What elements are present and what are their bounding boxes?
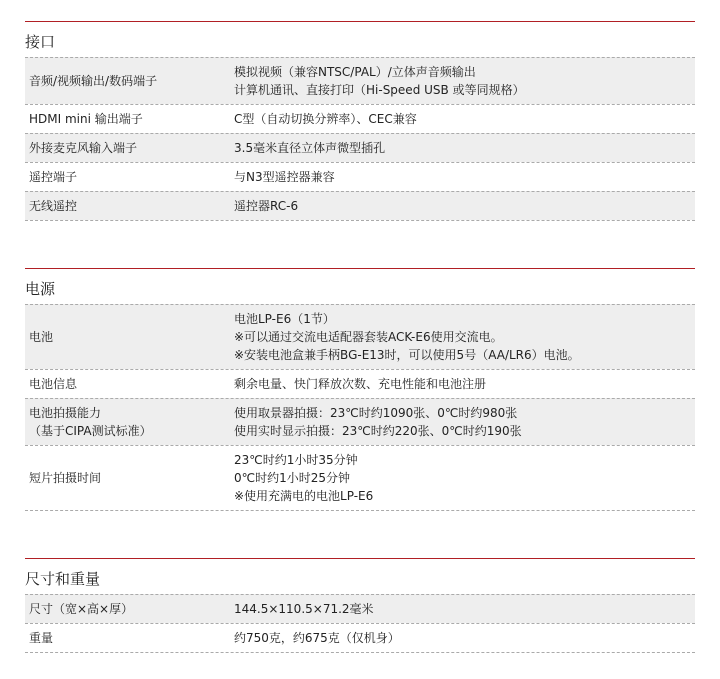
section-divider xyxy=(25,21,695,22)
table-row xyxy=(25,162,695,191)
table-row xyxy=(25,594,695,623)
spec-value: 剩余电量、快门释放次数、充电性能和电池注册 xyxy=(234,377,487,391)
spec-value: 23℃时约1小时35分钟 0℃时约1小时25分钟 ※使用充满电的电池LP-E6 xyxy=(234,453,374,503)
spec-label: 尺寸（宽×高×厚） xyxy=(29,602,134,616)
table-row xyxy=(25,57,695,104)
spec-label: 电池 xyxy=(29,330,54,344)
table-row xyxy=(25,191,695,220)
table-end-rule xyxy=(25,220,695,221)
table-row xyxy=(25,304,695,369)
table-row xyxy=(25,398,695,445)
spec-value: 遥控器RC-6 xyxy=(234,199,299,213)
spec-label: 电池信息 xyxy=(29,377,78,391)
spec-value: C型（自动切换分辨率）、CEC兼容 xyxy=(234,112,417,126)
table-row xyxy=(25,104,695,133)
section-dimensions xyxy=(25,558,695,653)
table-row xyxy=(25,623,695,652)
table-end-rule xyxy=(25,652,695,653)
section-interface xyxy=(25,21,695,221)
section-power xyxy=(25,268,695,511)
table-row xyxy=(25,369,695,398)
spec-label: 电池拍摄能力 （基于CIPA测试标准） xyxy=(29,406,152,438)
spec-label: 重量 xyxy=(29,631,54,645)
table-end-rule xyxy=(25,510,695,511)
spec-label: 无线遥控 xyxy=(29,199,78,213)
spec-label: 外接麦克风输入端子 xyxy=(29,141,138,155)
spec-value: 约750克，约675克（仅机身） xyxy=(234,631,400,645)
section-title: 接口 xyxy=(25,33,56,51)
section-divider xyxy=(25,558,695,559)
spec-value: 电池LP-E6（1节） ※可以通过交流电适配器套装ACK-E6使用交流电。 ※安装电池盒兼手柄BG-E13时，可以使用5号（AA/LR6）电池。 xyxy=(234,312,580,362)
spec-value: 3.5毫米直径立体声微型插孔 xyxy=(234,141,386,155)
spec-value: 模拟视频（兼容NTSC/PAL）/立体声音频输出 计算机通讯、直接打印（Hi-Speed USB 或等同规格） xyxy=(234,65,525,97)
spec-value: 与N3型遥控器兼容 xyxy=(234,170,335,184)
spec-value: 使用取景器拍摄：23℃时约1090张、0℃时约980张 使用实时显示拍摄：23℃时约220张、0℃时约190张 xyxy=(234,406,522,438)
spec-value: 144.5×110.5×71.2毫米 xyxy=(234,602,374,616)
spec-label: HDMI mini 输出端子 xyxy=(29,112,143,126)
section-divider xyxy=(25,268,695,269)
section-title: 电源 xyxy=(25,280,56,298)
spec-label: 音频/视频输出/数码端子 xyxy=(29,74,158,88)
spec-label: 短片拍摄时间 xyxy=(29,471,102,485)
section-title: 尺寸和重量 xyxy=(25,570,101,588)
table-row xyxy=(25,133,695,162)
table-row xyxy=(25,445,695,510)
spec-label: 遥控端子 xyxy=(29,170,78,184)
